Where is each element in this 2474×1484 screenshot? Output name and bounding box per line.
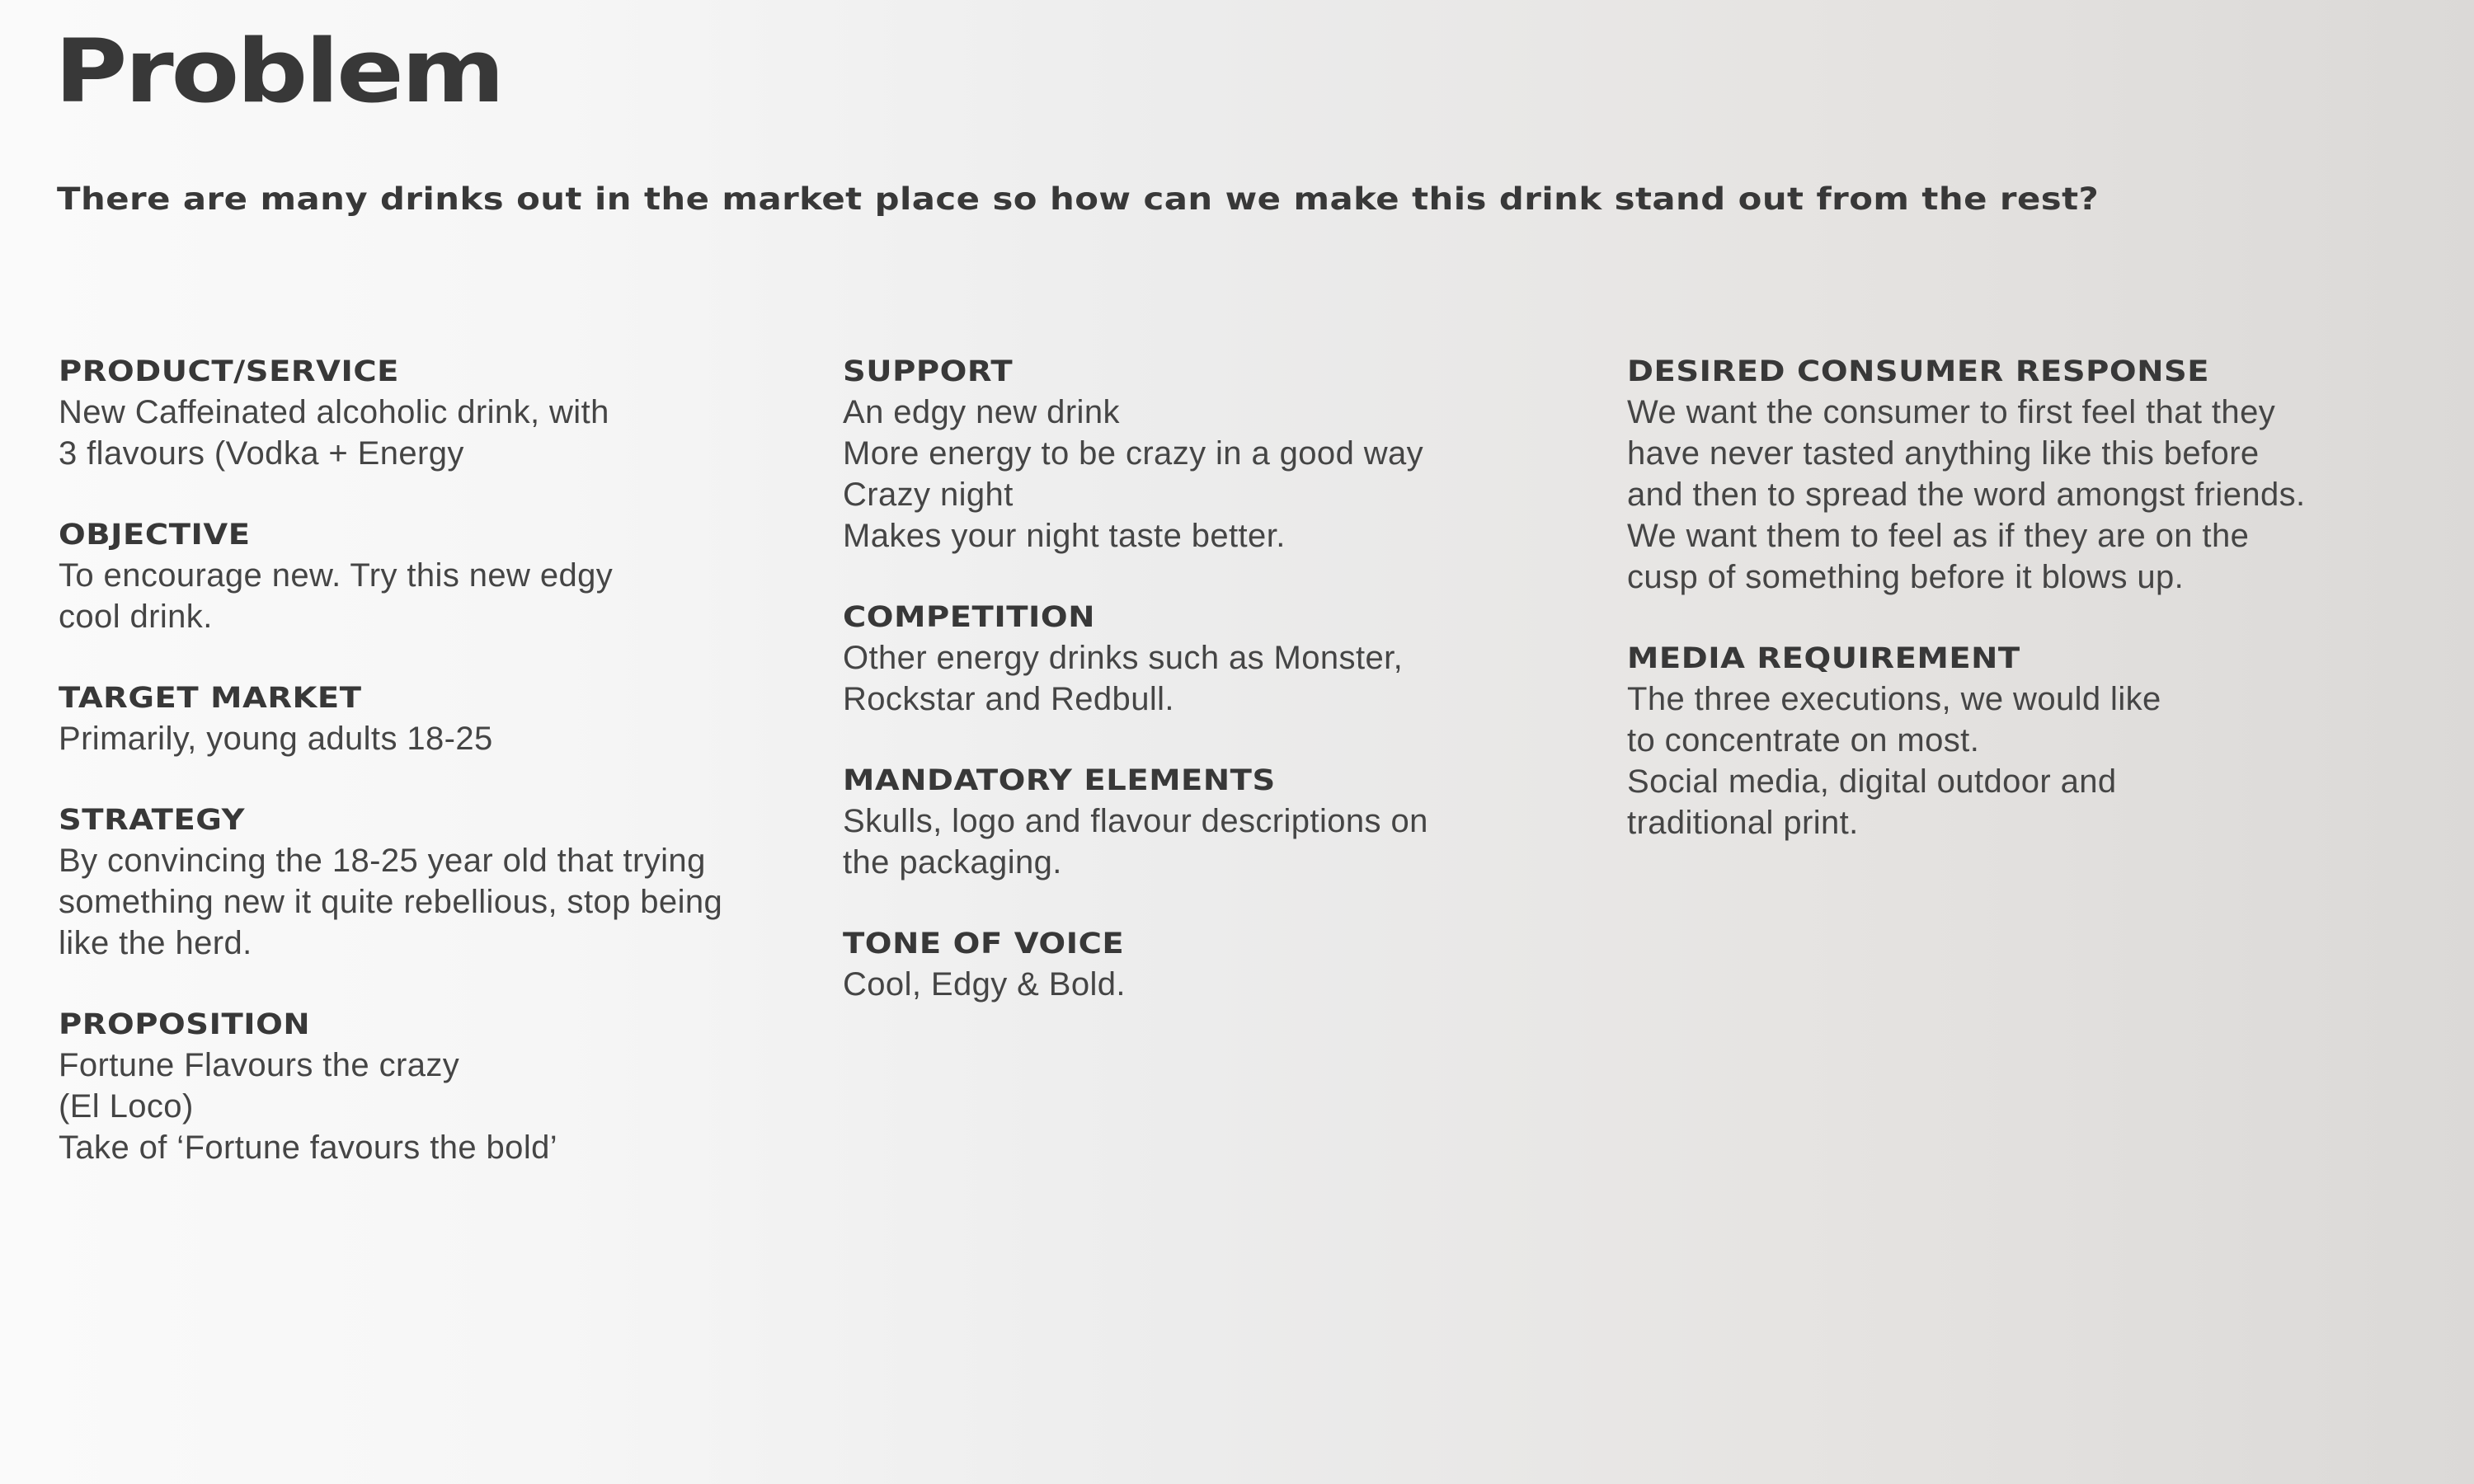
section-text-line: The three executions, we would like — [1627, 681, 2161, 717]
section-text-line: 3 flavours (Vodka + Energy — [59, 435, 464, 472]
page-title: Problem — [54, 21, 503, 122]
section-text-line: Other energy drinks such as Monster, — [843, 640, 1404, 676]
section-text-line: Crazy night — [843, 477, 1014, 513]
section-tone-of-voice — [843, 924, 1585, 1005]
section-heading: STRATEGY — [59, 804, 246, 837]
section-product-service — [59, 352, 801, 474]
section-mandatory-elements — [843, 761, 1585, 883]
section-text-line: like the herd. — [59, 925, 252, 961]
section-text-line: We want the consumer to first feel that they — [1627, 394, 2276, 430]
section-heading: MEDIA REQUIREMENT — [1627, 642, 2020, 675]
section-heading: COMPETITION — [843, 601, 1095, 634]
section-text-line: Take of ‘Fortune favours the bold’ — [59, 1129, 558, 1166]
section-text-line: We want them to feel as if they are on the — [1627, 518, 2250, 554]
section-text-line: something new it quite rebellious, stop being — [59, 884, 723, 920]
section-text-line: Fortune Flavours the crazy — [59, 1047, 460, 1083]
brief-column-2 — [843, 352, 1585, 1046]
section-text-line: traditional print. — [1627, 805, 1859, 841]
section-heading: DESIRED CONSUMER RESPONSE — [1627, 355, 2210, 388]
section-text-line: Primarily, young adults 18-25 — [59, 721, 493, 757]
section-text-line: cusp of something before it blows up. — [1627, 559, 2185, 595]
section-text-line: have never tasted anything like this before — [1627, 435, 2260, 472]
section-text-line: cool drink. — [59, 599, 213, 635]
section-text-line: Makes your night taste better. — [843, 518, 1286, 554]
section-text-line: and then to spread the word amongst friends. — [1627, 477, 2306, 513]
problem-statement: There are many drinks out in the market place so how can we make this drink stand out from the rest? — [57, 181, 2100, 217]
section-text-line: the packaging. — [843, 844, 1062, 881]
section-support — [843, 352, 1585, 556]
brief-column-3 — [1627, 352, 2369, 885]
section-heading: MANDATORY ELEMENTS — [843, 764, 1276, 797]
section-text-line: More energy to be crazy in a good way — [843, 435, 1424, 472]
section-text-line: An edgy new drink — [843, 394, 1120, 430]
section-proposition — [59, 1005, 801, 1168]
section-text-line: Cool, Edgy & Bold. — [843, 966, 1126, 1003]
section-text-line: Skulls, logo and flavour descriptions on — [843, 803, 1428, 839]
section-heading: PRODUCT/SERVICE — [59, 355, 399, 388]
section-text-line: New Caffeinated alcoholic drink, with — [59, 394, 609, 430]
brief-column-1 — [59, 352, 801, 1209]
section-text-line: to concentrate on most. — [1627, 722, 1980, 758]
section-text-line: To encourage new. Try this new edgy — [59, 557, 614, 594]
section-heading: PROPOSITION — [59, 1008, 311, 1041]
section-strategy — [59, 801, 801, 964]
section-heading: TONE OF VOICE — [843, 928, 1125, 960]
section-heading: OBJECTIVE — [59, 519, 251, 552]
section-target-market — [59, 679, 801, 759]
section-heading: SUPPORT — [843, 355, 1014, 388]
section-text-line: (El Loco) — [59, 1088, 194, 1125]
section-text-line: Social media, digital outdoor and — [1627, 763, 2117, 800]
section-heading: TARGET MARKET — [59, 682, 362, 715]
section-text-line: Rockstar and Redbull. — [843, 681, 1174, 717]
section-competition — [843, 598, 1585, 720]
section-text-line: By convincing the 18-25 year old that trying — [59, 843, 706, 879]
section-desired-consumer-response — [1627, 352, 2369, 598]
section-media-requirement — [1627, 639, 2369, 843]
section-objective — [59, 515, 801, 637]
